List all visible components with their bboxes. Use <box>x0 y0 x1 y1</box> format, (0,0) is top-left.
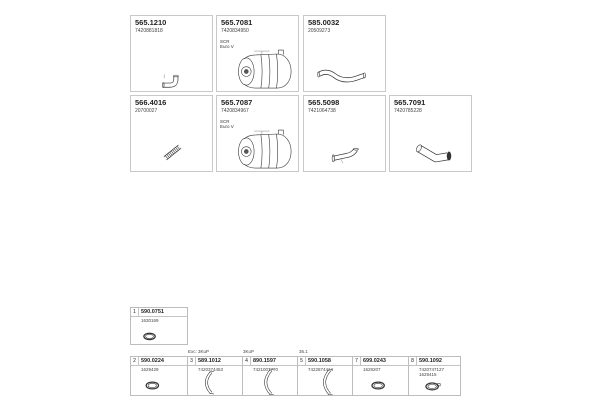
fitting-label: 36.1 <box>299 349 308 354</box>
part-number: 585.0032 <box>308 18 340 27</box>
reference-number: 7420374453 <box>198 367 224 372</box>
reference-number: 7420785228 <box>394 108 422 114</box>
fitting-card[interactable] <box>187 356 243 396</box>
position-number: 8 <box>409 357 417 365</box>
part-card[interactable] <box>130 95 213 172</box>
muffler-icon <box>217 16 298 91</box>
part-card[interactable] <box>303 15 386 92</box>
u-bolt-icon <box>298 357 352 395</box>
reference-number: 7420881818 <box>135 28 163 34</box>
reference-number: 7421064738 <box>308 108 336 114</box>
pipe-bend-icon <box>131 16 212 91</box>
part-number: 590.1058 <box>308 358 331 364</box>
fitting-card[interactable] <box>130 356 188 396</box>
fitting-card[interactable] <box>297 356 353 396</box>
secondary-reference-number: 1629415 <box>419 372 437 377</box>
reference-number: 7420834950 <box>221 28 249 34</box>
fitting-card[interactable] <box>242 356 298 396</box>
part-card[interactable] <box>216 95 299 172</box>
clamp-ring-icon <box>131 357 187 395</box>
part-number: 590.0224 <box>141 358 164 364</box>
part-number: 565.7087 <box>221 98 253 107</box>
position-number: 7 <box>353 357 361 365</box>
part-number: 566.4016 <box>135 98 167 107</box>
part-number: 565.7091 <box>394 98 426 107</box>
fitting-card[interactable] <box>408 356 461 396</box>
muffler-icon <box>217 96 298 171</box>
reference-number: 1629207 <box>363 367 381 372</box>
position-number: 5 <box>298 357 306 365</box>
part-number: 589.1012 <box>198 358 221 364</box>
curved-pipe-icon <box>304 16 385 91</box>
clamp-ring-icon <box>353 357 408 395</box>
part-card[interactable] <box>130 15 213 92</box>
position-number: 3 <box>188 357 196 365</box>
part-number: 699.0243 <box>363 358 386 364</box>
reference-number: 20509273 <box>308 28 331 34</box>
clamp-ring-icon <box>131 308 187 344</box>
u-bolt-icon <box>243 357 297 395</box>
euro-norm-note: Euro V <box>220 44 234 49</box>
reference-number: 7422874414 <box>308 367 334 372</box>
reference-number: 7421007770 <box>253 367 279 372</box>
part-card[interactable] <box>303 95 386 172</box>
part-number: 590.1092 <box>419 358 442 364</box>
reference-number: 7420747127 <box>419 367 445 372</box>
position-number: 1 <box>131 308 139 316</box>
reference-number: 1630169 <box>141 318 159 323</box>
part-number: 565.1210 <box>135 18 167 27</box>
clamp-ring-icon <box>409 357 460 395</box>
position-number: 2 <box>131 357 139 365</box>
fitting-card[interactable] <box>130 307 188 345</box>
emission-note: SCR <box>220 39 230 44</box>
position-number: 4 <box>243 357 251 365</box>
part-number: 565.7081 <box>221 18 253 27</box>
pipe-icon <box>304 96 385 171</box>
fitting-label: Exc: 3KuP <box>188 349 210 354</box>
u-bolt-icon <box>188 357 242 395</box>
fitting-label: 3KuP <box>243 349 255 354</box>
reference-number: 20700027 <box>135 108 158 114</box>
part-number: 890.1597 <box>253 358 276 364</box>
fitting-card[interactable] <box>352 356 409 396</box>
part-card[interactable] <box>216 15 299 92</box>
part-card[interactable] <box>389 95 472 172</box>
reference-number: 1629429 <box>141 367 159 372</box>
part-number: 590.0751 <box>141 309 164 315</box>
euro-norm-note: Euro V <box>220 124 234 129</box>
reference-number: 7420834967 <box>221 108 249 114</box>
emission-note: SCR <box>220 119 230 124</box>
tailpipe-icon <box>390 96 471 171</box>
flex-hose-icon <box>131 96 212 171</box>
part-number: 565.5098 <box>308 98 340 107</box>
